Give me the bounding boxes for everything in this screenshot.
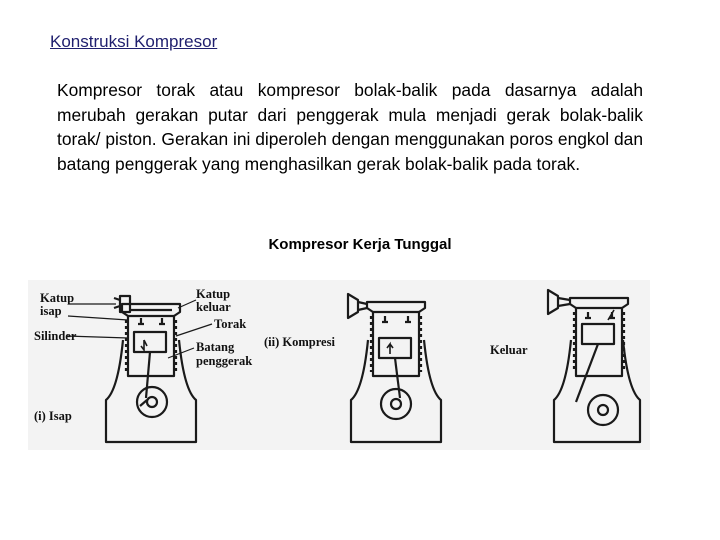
label-batang-2: penggerak xyxy=(196,354,253,368)
label-katup-keluar-2: keluar xyxy=(196,300,231,314)
body-paragraph: Kompresor torak atau kompresor bolak-balik pada dasarnya adalah merubah gerakan putar dari penggerak mula menjadi gerak bolak-balik torak/ piston. Gerakan ini diperoleh dengan menggunakan poros engkol dan batang penggerak yang menghasilkan gerak bolak-balik pada torak. xyxy=(57,80,643,174)
caption-kompresi: (ii) Kompresi xyxy=(264,335,335,349)
caption-isap: (i) Isap xyxy=(34,409,72,423)
label-batang-1: Batang xyxy=(196,340,235,354)
compressor-diagram xyxy=(28,280,650,450)
label-katup-isap-1: Katup xyxy=(40,291,75,305)
figure-title: Kompresor Kerja Tunggal xyxy=(268,236,452,253)
caption-keluar: Keluar xyxy=(490,343,528,357)
label-katup-isap-2: isap xyxy=(40,304,62,318)
label-torak: Torak xyxy=(214,317,247,331)
label-silinder: Silinder xyxy=(34,329,77,343)
page-title: Konstruksi Kompresor xyxy=(50,32,218,51)
label-katup-keluar-1: Katup xyxy=(196,287,231,301)
